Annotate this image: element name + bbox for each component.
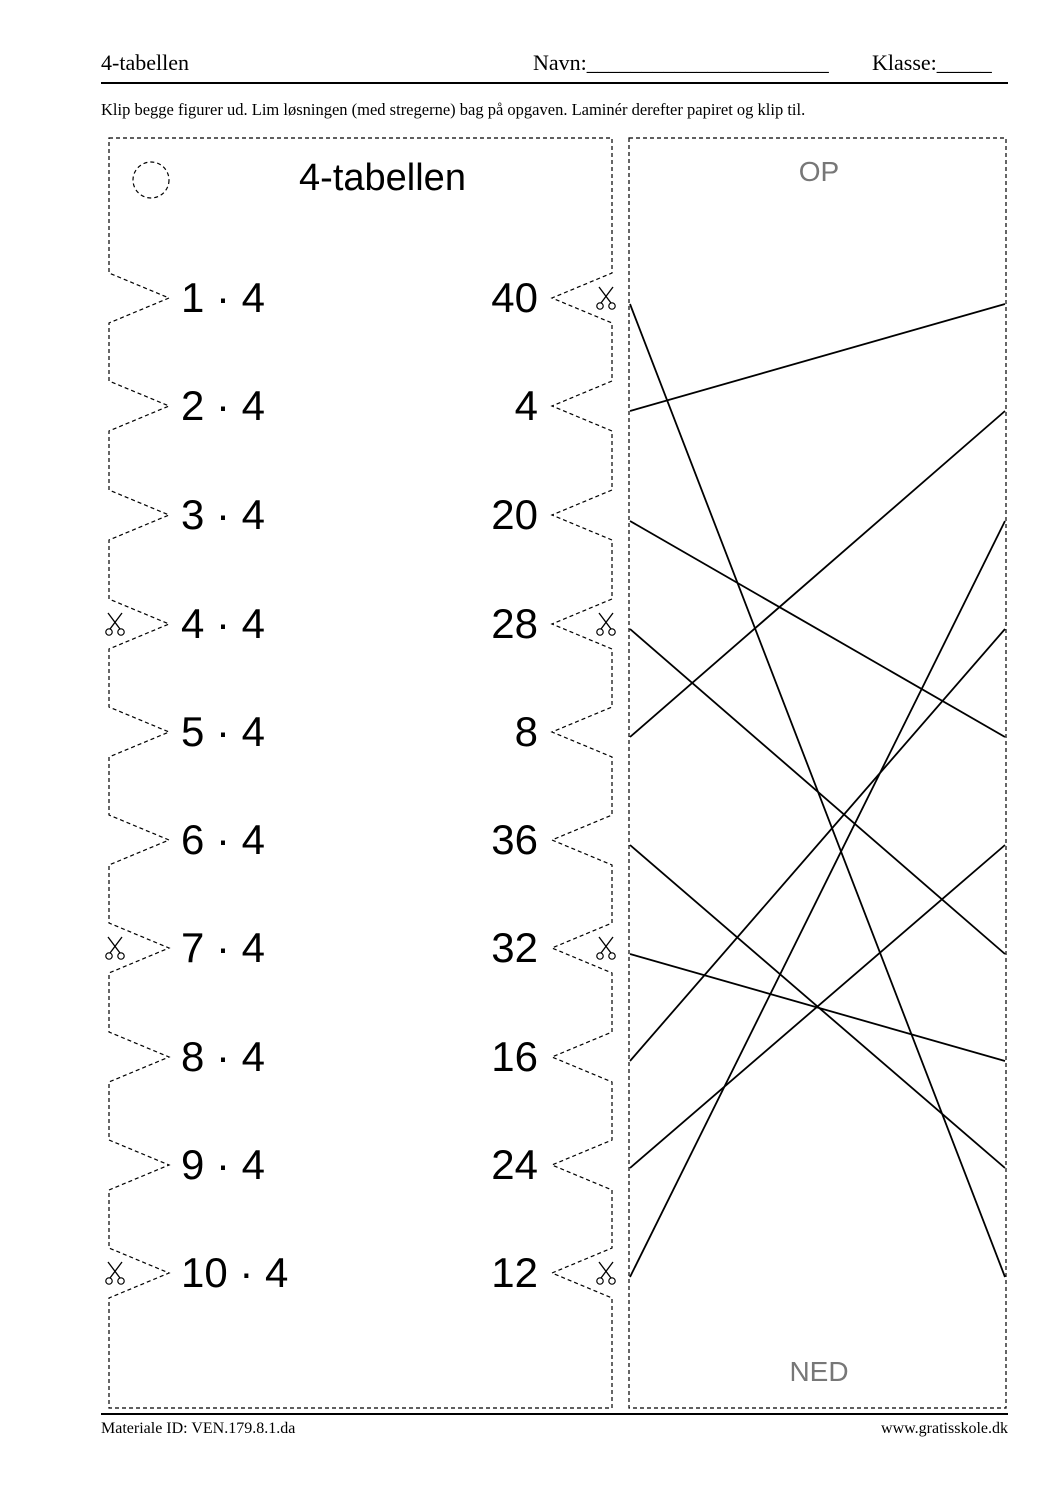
instructions-text: Klip begge figurer ud. Lim løsningen (med stregerne) bag på opgaven. Laminér derefter papiret og klip til. xyxy=(101,100,806,119)
problem-card-outline xyxy=(109,138,612,1408)
solution-lines xyxy=(630,304,1005,1277)
solution-line xyxy=(630,521,1005,1277)
worksheet-title: 4-tabellen xyxy=(101,50,189,75)
solution-line xyxy=(630,304,1005,411)
problem-item: 10 · 4 xyxy=(181,1249,289,1296)
problem-item: 1 · 4 xyxy=(181,274,266,321)
scissors-icons xyxy=(106,287,615,1284)
scissors-icon xyxy=(106,937,124,959)
solution-card-border xyxy=(629,138,1006,1408)
answer-item: 16 xyxy=(491,1033,538,1080)
scissors-icon xyxy=(106,613,124,635)
top-label: OP xyxy=(798,156,840,187)
material-id: Materiale ID: VEN.179.8.1.da xyxy=(101,1420,296,1437)
scissors-icon xyxy=(106,1262,124,1284)
answer-item: 24 xyxy=(491,1141,538,1188)
problem-item: 9 · 4 xyxy=(181,1141,266,1188)
scissors-icon xyxy=(597,937,615,959)
problem-item: 7 · 4 xyxy=(181,924,266,971)
problem-item: 5 · 4 xyxy=(181,708,266,755)
problem-item: 4 · 4 xyxy=(181,600,266,647)
solution-line xyxy=(630,521,1005,737)
problem-item: 3 · 4 xyxy=(181,491,266,538)
name-field: Navn:______________________ xyxy=(533,50,829,75)
answer-item: 36 xyxy=(491,816,538,863)
answer-item: 20 xyxy=(491,491,538,538)
solution-line xyxy=(630,629,1005,1061)
scissors-icon xyxy=(597,613,615,635)
card-title: 4-tabellen xyxy=(299,157,466,199)
answer-item: 8 xyxy=(514,708,538,755)
scissors-icon xyxy=(597,287,615,309)
footer-divider xyxy=(101,1413,1008,1415)
answer-item: 12 xyxy=(491,1249,538,1296)
solution-line xyxy=(630,629,1005,954)
scissors-icon xyxy=(597,1262,615,1284)
problem-item: 6 · 4 xyxy=(181,816,266,863)
problem-item: 8 · 4 xyxy=(181,1033,266,1080)
answer-item: 4 xyxy=(514,382,538,429)
answer-item: 32 xyxy=(491,924,538,971)
answer-item: 40 xyxy=(491,274,538,321)
problem-card-border xyxy=(109,138,612,1408)
class-field: Klasse:_____ xyxy=(872,50,992,75)
website-url: www.gratisskole.dk xyxy=(881,1420,1008,1437)
problem-item: 2 · 4 xyxy=(181,382,266,429)
bottom-label: NED xyxy=(789,1356,849,1387)
answer-item: 28 xyxy=(491,600,538,647)
solution-card-outline xyxy=(629,138,1006,1408)
solution-line xyxy=(630,411,1005,737)
